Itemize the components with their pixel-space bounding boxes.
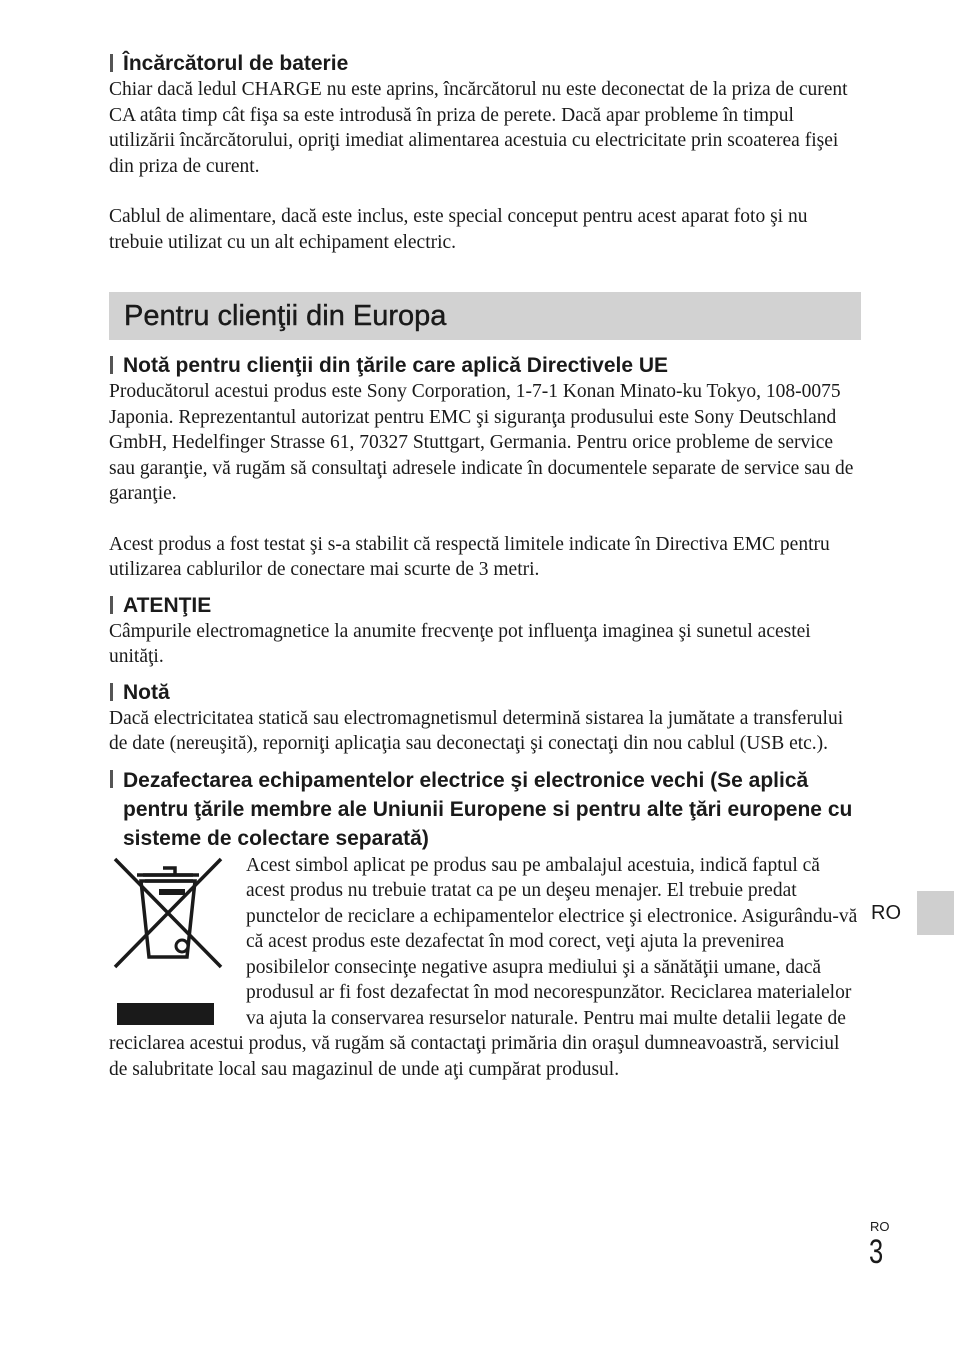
heading-marker: [110, 356, 113, 374]
note-heading-text: Notă: [123, 680, 170, 704]
page-content: [109, 50, 861, 1082]
disposal-paragraph: Acest simbol aplicat pe produs sau pe ambalajul acestuia, indică faptul că acest produs nu trebuie tratat ca pe un deşeu menajer. El trebuie predat punctelor de reciclare a echipamentelor electrice şi electronice. Asigurându-vă că acest produs este dezafectat în mod corect, veţi ajuta la prevenirea posibilelor consecinţe negative asupra mediului şi a sănătăţii umane, dacă produsul ar fi fost dezafectat în mod necorespunzător. Reciclarea materialelor va ajuta la conservarea resurselor naturale. Pentru mai multe detalii legate de reciclarea acestui produs, vă rugăm să contactaţi primăria din oraşul dumneavoastră, serviciul de salubritate local sau magazinul de unde aţi cumpărat produsul.: [109, 854, 858, 1080]
attention-heading: [109, 592, 861, 619]
disposal-body: [109, 853, 861, 1083]
eu-note-paragraph-2: Acest produs a fost testat şi s-a stabilit că respectă limitele indicate în Directiva EMC pentru utilizarea cablurilor de conectare mai scurte de 3 metri.: [109, 533, 830, 580]
footer-language: RO: [870, 1219, 890, 1234]
language-side-label: RO: [871, 902, 901, 924]
heading-marker: [110, 54, 113, 72]
disposal-heading-text: Dezafectarea echipamentelor electrice şi electronice vechi (Se aplică pentru ţările membre ale Uniunii Europene si pentru alte ţări europene cu sisteme de colectare separată): [123, 768, 853, 850]
note-heading: [109, 679, 861, 706]
note-paragraph: Dacă electricitatea statică sau electromagnetismul determină sistarea la jumătate a transferului de date (nereuşită), reporniţi aplicaţia sau deconectaţi şi conectaţi din nou cablul (USB etc.).: [109, 707, 844, 754]
heading-marker: [110, 596, 113, 614]
heading-marker: [110, 770, 113, 788]
attention-heading-text: ATENŢIE: [123, 593, 212, 617]
attention-paragraph: Câmpurile electromagnetice la anumite frecvenţe pot influenţa imaginea şi sunetul acestei unităţi.: [109, 620, 811, 667]
disposal-heading: [109, 766, 861, 853]
eu-note-heading: [109, 352, 861, 379]
eu-note-heading-text: Notă pentru clienţii din ţările care aplică Directivele UE: [123, 354, 669, 377]
charger-heading: [109, 50, 861, 77]
europe-section-title: Pentru clienţii din Europa: [109, 292, 861, 340]
language-side-tab: [917, 891, 954, 935]
page-number: 3: [869, 1233, 884, 1271]
crossed-out-wheelie-bin-icon: [109, 855, 227, 1025]
charger-paragraph-2: Cablul de alimentare, dacă este inclus, este special conceput pentru acest aparat foto şi nu trebuie utilizat cu un alt echipament electric.: [109, 206, 808, 253]
charger-heading-text: Încărcătorul de baterie: [123, 52, 349, 75]
heading-marker: [110, 683, 113, 701]
charger-paragraph-1: Chiar dacă ledul CHARGE nu este aprins, încărcătorul nu este deconectat de la priza de curent CA atâta timp cât fişa sa este introdusă în priza de perete. Dacă apar probleme în timpul utilizării încărcătorului, opriţi imediat alimentarea acestuia cu electricitate prin scoaterea fişei din priza de curent.: [109, 79, 848, 177]
eu-note-paragraph-1: Producătorul acestui produs este Sony Corporation, 1-7-1 Konan Minato-ku Tokyo, 108-0075 Japonia. Reprezentantul autorizat pentru EMC şi siguranţa produsului este Sony Deutschland GmbH, Hedelfinger Strasse 61, 70327 Stuttgart, Germania. Pentru orice probleme de service sau garanţie, vă rugăm să consultaţi adresele indicate în documentele separate de service sau de garanţie.: [109, 381, 854, 504]
